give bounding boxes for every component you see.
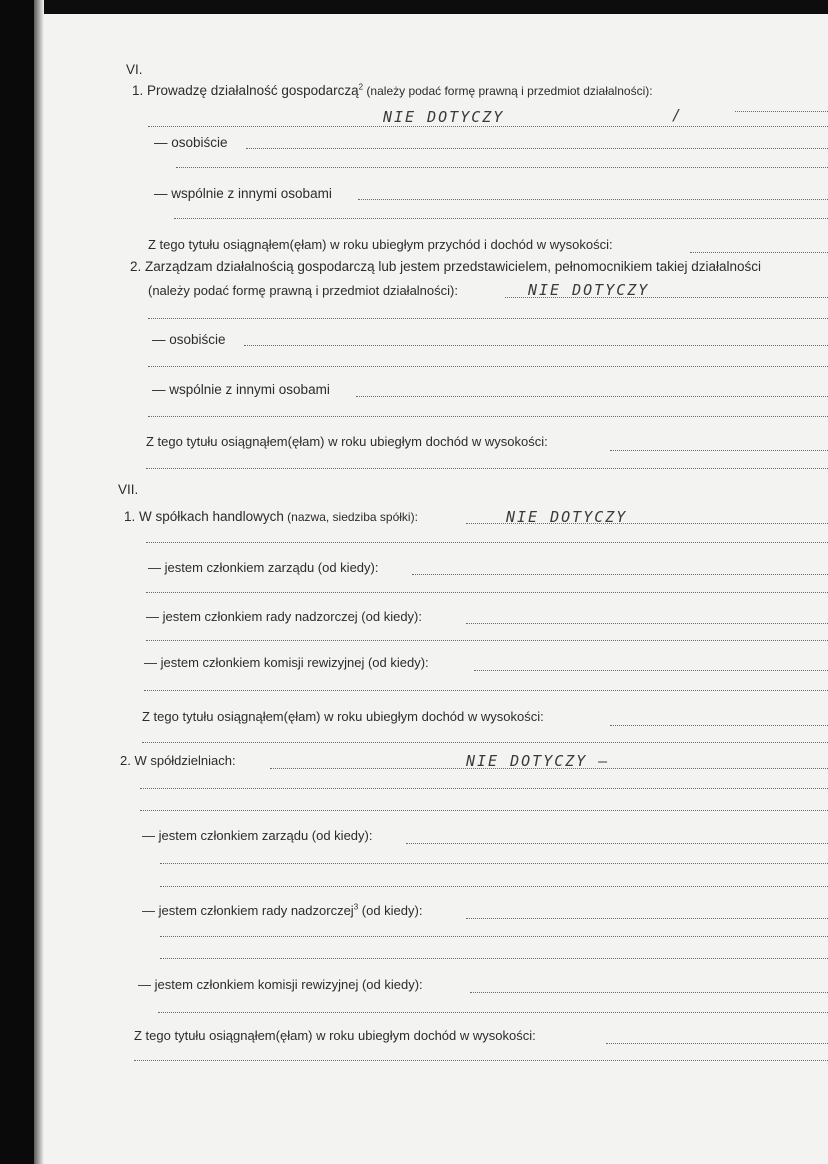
vii-2-supervisory: — jestem członkiem rady nadzorczej$^3$ (od kiedy): xyxy=(142,902,423,918)
vi-2-income: Z tego tytułu osiągnąłem(ęłam) w roku ubiegłym dochód w wysokości: xyxy=(146,434,548,449)
vii-2-audit-line[interactable] xyxy=(470,992,828,993)
vii-2-income-line[interactable] xyxy=(606,1043,828,1044)
vi-2-jointly-line[interactable] xyxy=(148,416,828,417)
vi-1-personally-line[interactable] xyxy=(176,167,828,168)
vi-1-line[interactable] xyxy=(735,111,828,112)
vii-1-board: — jestem członkiem zarządu (od kiedy): xyxy=(148,560,379,575)
vii-2-supervisory-line[interactable] xyxy=(160,936,828,937)
vii-2-supervisory-line[interactable] xyxy=(160,958,828,959)
vii-2-board-line[interactable] xyxy=(406,843,828,844)
vi-2-personally: — osobiście xyxy=(152,332,226,347)
vii-1-label: 1. W spółkach handlowych (nazwa, siedziba spółki): xyxy=(124,509,418,524)
vii-2-handwritten: NIE DOTYCZY — xyxy=(466,752,610,770)
vi-1-personally: — osobiście xyxy=(154,135,228,150)
vi-1-handwritten-slash: / xyxy=(672,106,684,124)
vii-1-line[interactable] xyxy=(146,542,828,543)
vi-2-handwritten: NIE DOTYCZY xyxy=(528,281,650,299)
vii-1-audit-line[interactable] xyxy=(474,670,828,671)
vii-2-line[interactable] xyxy=(140,810,828,811)
vii-1-board-line[interactable] xyxy=(146,592,828,593)
vii-1-income-line[interactable] xyxy=(142,742,828,743)
vii-2-board-line[interactable] xyxy=(160,886,828,887)
vi-2-label: 2. Zarządzam działalnością gospodarczą lub jestem przedstawicielem, pełnomocnikiem takiej działalności xyxy=(130,259,762,274)
vi-2-jointly: — wspólnie z innymi osobami xyxy=(152,382,330,397)
vi-2-income-line[interactable] xyxy=(146,468,828,469)
section-vii-heading: VII. xyxy=(118,482,139,497)
vii-1-board-line[interactable] xyxy=(412,574,828,575)
vi-1-line[interactable] xyxy=(148,126,828,127)
scan-edge-shadow xyxy=(34,0,44,1164)
vii-2-board: — jestem członkiem zarządu (od kiedy): xyxy=(142,828,373,843)
vi-2-note: (należy podać formę prawną i przedmiot działalności): xyxy=(148,283,458,298)
vi-2-income-line[interactable] xyxy=(610,450,828,451)
vii-2-income: Z tego tytułu osiągnąłem(ęłam) w roku ubiegłym dochód w wysokości: xyxy=(134,1028,536,1043)
vi-1-income: Z tego tytułu osiągnąłem(ęłam) w roku ubiegłym przychód i dochód w wysokości: xyxy=(148,237,613,252)
vii-1-audit: — jestem członkiem komisji rewizyjnej (od kiedy): xyxy=(144,655,429,670)
scan-top-border xyxy=(0,0,828,14)
vii-1-supervisory-line[interactable] xyxy=(466,623,828,624)
vi-2-personally-line[interactable] xyxy=(148,366,828,367)
vi-1-label: 1. Prowadzę działalność gospodarczą$^2$ (należy podać formę prawną i przedmiot działalności): xyxy=(132,82,653,98)
vii-1-income-line[interactable] xyxy=(610,725,828,726)
vi-1-income-line[interactable] xyxy=(690,252,828,253)
vi-1-jointly-line[interactable] xyxy=(358,199,828,200)
vii-1-supervisory-line[interactable] xyxy=(146,640,828,641)
vi-2-line[interactable] xyxy=(148,318,828,319)
vii-1-audit-line[interactable] xyxy=(144,690,828,691)
vi-1-jointly: — wspólnie z innymi osobami xyxy=(154,186,332,201)
vii-2-audit: — jestem członkiem komisji rewizyjnej (od kiedy): xyxy=(138,977,423,992)
vii-2-supervisory-line[interactable] xyxy=(466,918,828,919)
scan-left-border xyxy=(0,0,34,1164)
vii-1-income: Z tego tytułu osiągnąłem(ęłam) w roku ubiegłym dochód w wysokości: xyxy=(142,709,544,724)
vi-1-jointly-line[interactable] xyxy=(174,218,828,219)
vii-2-label: 2. W spółdzielniach: xyxy=(120,753,236,768)
vii-1-supervisory: — jestem członkiem rady nadzorczej (od kiedy): xyxy=(146,609,422,624)
vii-2-line[interactable] xyxy=(140,788,828,789)
vii-2-board-line[interactable] xyxy=(160,863,828,864)
vii-2-audit-line[interactable] xyxy=(158,1012,828,1013)
section-vi-heading: VI. xyxy=(126,62,143,77)
vi-2-personally-line[interactable] xyxy=(244,345,828,346)
vi-1-personally-line[interactable] xyxy=(246,148,828,149)
vi-2-jointly-line[interactable] xyxy=(356,396,828,397)
vi-1-handwritten: NIE DOTYCZY xyxy=(383,108,505,126)
vii-2-income-line[interactable] xyxy=(134,1060,828,1061)
vii-1-handwritten: NIE DOTYCZY xyxy=(506,508,628,526)
